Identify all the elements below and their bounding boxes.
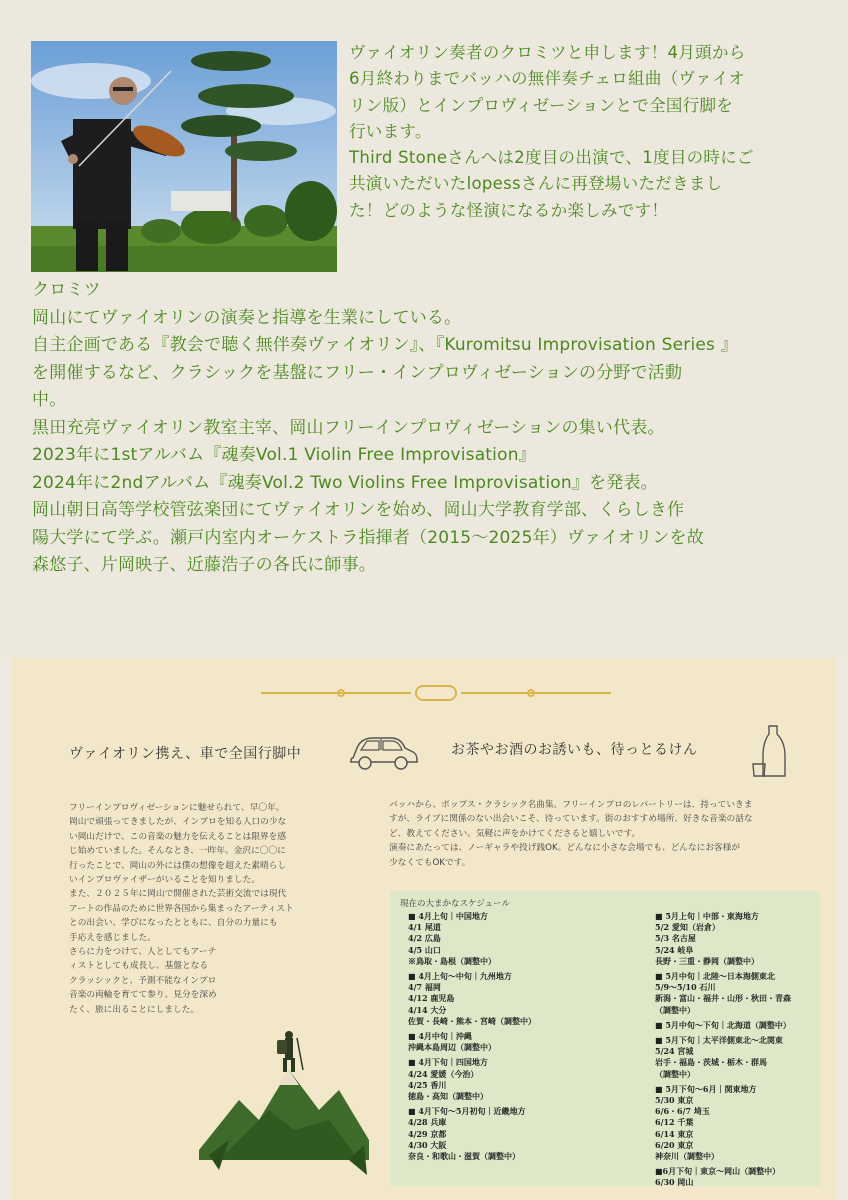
schedule-region-heading: ■ 5月中旬｜北陸〜日本海側東北: [655, 971, 775, 982]
schedule-date-item: ※鳥取・島根（調整中）: [408, 955, 496, 966]
intro-line: Third Stoneさんへは2度目の出演で、1度目の時にご: [349, 148, 754, 168]
schedule-date-item: 4/1 尾道: [408, 922, 441, 933]
schedule-date-item: 沖縄本島周辺（調整中）: [408, 1042, 496, 1053]
schedule-date-item: 4/7 福岡: [408, 982, 441, 993]
schedule-region-heading: ■ 5月中旬〜下旬｜北海道（調整中）: [655, 1019, 791, 1030]
schedule-date-item: （調整中）: [655, 1004, 695, 1015]
bio-line: 森悠子、片岡映子、近藤浩子の各氏に師事。: [32, 555, 376, 575]
schedule-region-heading: ■ 4月中旬｜沖縄: [408, 1031, 472, 1042]
story-line: 行ったことで、岡山の外には僕の想像を超えた素晴らし: [69, 860, 287, 871]
schedule-date-item: 5/24 宮城: [655, 1046, 694, 1057]
schedule-date-item: 6/20 東京: [655, 1139, 694, 1150]
schedule-date-item: 5/30 東京: [655, 1095, 694, 1106]
violinist-photo-image: [31, 41, 337, 272]
artist-name: クロミツ: [32, 280, 101, 300]
intro-line: リン版）とインプロヴィゼーションとで全国行脚を: [349, 95, 734, 115]
schedule-date-item: 岩手・福島・茨城・栃木・群馬: [655, 1057, 767, 1068]
story-line: アートの作品のために世界各国から集まったアーティスト: [69, 903, 294, 914]
story-line: い岡山だけで、この音楽の魅力を伝えることは限界を感: [69, 831, 287, 842]
tour-schedule: [390, 891, 820, 1186]
story-line: フリーインプロヴィゼーションに魅せられて、早〇年。: [69, 803, 285, 813]
schedule-date-item: 6/12 千葉: [655, 1117, 694, 1128]
sake-bottle-icon: [751, 724, 791, 780]
intro-line: 共演いただいたlopessさんに再登場いただきまし: [349, 174, 723, 194]
schedule-date-item: 4/29 京都: [408, 1128, 447, 1139]
schedule-date-item: 4/24 愛媛（今治）: [408, 1068, 479, 1079]
heading-travel: ヴァイオリン携え、車で全国行脚中: [69, 746, 302, 762]
bio-line: 自主企画である『教会で聴く無伴奏ヴァイオリン』、『Kuromitsu Improvisation Series 』: [32, 335, 738, 355]
schedule-date-item: 神奈川（調整中）: [655, 1151, 719, 1162]
bio-line: 2024年に2ndアルバム『魂奏Vol.2 Two Violins Free Improvisation』を発表。: [32, 472, 658, 493]
schedule-block: [408, 1057, 623, 1102]
schedule-date-item: 6/30 岡山: [655, 1177, 694, 1188]
schedule-date-item: 長野・三重・静岡（調整中）: [655, 955, 759, 966]
car-icon: [347, 730, 419, 772]
schedule-block: [655, 971, 820, 1016]
invitation-line: ど、教えてください。気軽に声をかけてくださると嬉しいです。: [389, 828, 641, 839]
schedule-date-item: 4/5 山口: [408, 944, 441, 955]
schedule-block: [408, 971, 623, 1027]
story-line: じ始めていました。そんなとき、一昨年、金沢に〇〇に: [69, 846, 286, 857]
schedule-block: [408, 911, 623, 967]
schedule-date-item: 4/25 香川: [408, 1079, 447, 1090]
bio-line: 陽大学にて学ぶ。瀬戸内室内オーケストラ指揮者（2015〜2025年）ヴァイオリンを故: [32, 527, 704, 548]
schedule-column-left: [408, 911, 623, 1166]
schedule-block: [655, 1166, 820, 1188]
schedule-date-item: 4/2 広島: [408, 933, 441, 944]
schedule-region-heading: ■ 5月下旬｜太平洋側東北〜北関東: [655, 1035, 783, 1046]
story-line: 岡山で頑張ってきましたが、インプロを知る人口の少な: [69, 817, 287, 828]
schedule-title: 現在の大まかなスケジュール: [400, 899, 510, 909]
schedule-date-item: 5/3 名古屋: [655, 933, 696, 944]
bio-line: を開催するなど、クラシックを基盤にフリー・インプロヴィゼーションの分野で活動: [32, 362, 683, 383]
schedule-region-heading: ■ 4月下旬〜5月初旬｜近畿地方: [408, 1106, 526, 1117]
schedule-date-item: 4/28 兵庫: [408, 1117, 447, 1128]
invitation-line: 演奏にあたっては、ノーギャラや投げ銭OK。どんなに小さな会場でも、どんなにお客様が: [389, 843, 741, 854]
bio-line: 岡山にてヴァイオリンの演奏と指導を生業にしている。: [32, 307, 462, 328]
intro-text: [349, 40, 829, 224]
schedule-block: [408, 1031, 623, 1053]
tour-flyer: [11, 658, 835, 1200]
schedule-region-heading: ■ 4月下旬｜四国地方: [408, 1057, 488, 1068]
bio-line: 岡山朝日高等学校管弦楽団にてヴァイオリンを始め、岡山大学教育学部、くらしき作: [32, 500, 685, 520]
schedule-date-item: （調整中）: [655, 1068, 695, 1079]
schedule-date-item: 奈良・和歌山・滋賀（調整中）: [408, 1151, 520, 1162]
schedule-date-item: 5/9〜5/10 石川: [655, 982, 716, 993]
bio-line: 中。: [32, 390, 67, 410]
invitation-line: 少なくてもOKです。: [389, 857, 471, 868]
schedule-date-item: 新潟・富山・福井・山形・秋田・青森: [655, 993, 791, 1004]
intro-line: ヴァイオリン奏者のクロミツと申します！4月頭から: [349, 43, 746, 62]
invitation-line: すが、ライブに関係のない出会いこそ、待っています。街のおすすめ場所、好きな音楽の話な: [389, 814, 753, 825]
heading-invitation: お茶やお酒のお誘いも、待っとるけん: [451, 742, 698, 758]
story-line: また、２０２５年に岡山で開催された芸術交流では現代: [69, 889, 287, 900]
schedule-region-heading: ■ 4月上旬｜中国地方: [408, 911, 488, 921]
schedule-region-heading: ■ 5月上旬｜中部・東海地方: [655, 911, 759, 921]
intro-line: た！どのような怪演になるか楽しみです！: [349, 200, 669, 220]
violinist-photo: [31, 41, 337, 272]
intro-line: 行います。: [349, 121, 432, 141]
story-line: との出会い、学びになったとともに、自分の力量にも: [69, 918, 278, 929]
story-line: たく、旅に出ることにしました。: [69, 1004, 200, 1015]
schedule-block: [655, 1020, 820, 1031]
story-line: 音楽の両輪を育てて参り、見分を深め: [69, 990, 217, 1001]
bio-line: 黒田充亮ヴァイオリン教室主宰、岡山フリーインプロヴィゼーションの集い代表。: [32, 417, 665, 438]
schedule-region-heading: ■6月下旬｜東京〜岡山（調整中）: [655, 1166, 781, 1177]
schedule-date-item: 6/6・6/7 埼玉: [655, 1106, 710, 1117]
story-text: [69, 801, 395, 1017]
intro-line: 6月終わりまでバッハの無伴奏チェロ組曲（ヴァイオ: [349, 69, 746, 89]
schedule-date-item: 徳島・高知（調整中）: [408, 1091, 488, 1102]
schedule-date-item: 4/12 鹿児島: [408, 993, 455, 1004]
schedule-region-heading: ■ 4月上旬〜中旬｜九州地方: [408, 971, 512, 982]
story-line: 手応えを感じました。: [69, 932, 156, 943]
schedule-date-item: 4/14 大分: [408, 1004, 447, 1015]
bio-line: 2023年に1stアルバム『魂奏Vol.1 Violin Free Improvisation』: [32, 445, 536, 465]
schedule-block: [655, 1035, 820, 1080]
schedule-date-item: 5/2 愛知（岩倉）: [655, 922, 720, 933]
biography: [32, 277, 832, 580]
schedule-date-item: 4/30 大阪: [408, 1139, 447, 1150]
invitation-line: バッハから、ポップス・クラシック名曲集、フリーインプロのレパートリーは、持っていきま: [389, 800, 753, 810]
schedule-block: [655, 911, 820, 967]
schedule-date-item: 5/24 岐阜: [655, 944, 694, 955]
ornament-divider: [261, 683, 611, 703]
mountain-climber-illustration: [199, 1030, 369, 1180]
schedule-date-item: 6/14 東京: [655, 1128, 694, 1139]
schedule-block: [655, 1084, 820, 1162]
schedule-region-heading: ■ 5月下旬〜6月｜関東地方: [655, 1083, 757, 1094]
story-line: クラッシックと、予測不能なインプロ: [69, 975, 217, 986]
schedule-date-item: 佐賀・長崎・熊本・宮崎（調整中）: [408, 1015, 536, 1026]
story-line: さらに力をつけて、人としてもアーテ: [69, 947, 217, 958]
story-line: いインプロヴァイザーがいることを知りました。: [69, 875, 261, 886]
invitation-text: [389, 798, 829, 870]
schedule-column-right: [655, 911, 820, 1193]
story-line: ィストとしても成長し、基盤となる: [69, 961, 208, 972]
schedule-block: [408, 1106, 623, 1162]
